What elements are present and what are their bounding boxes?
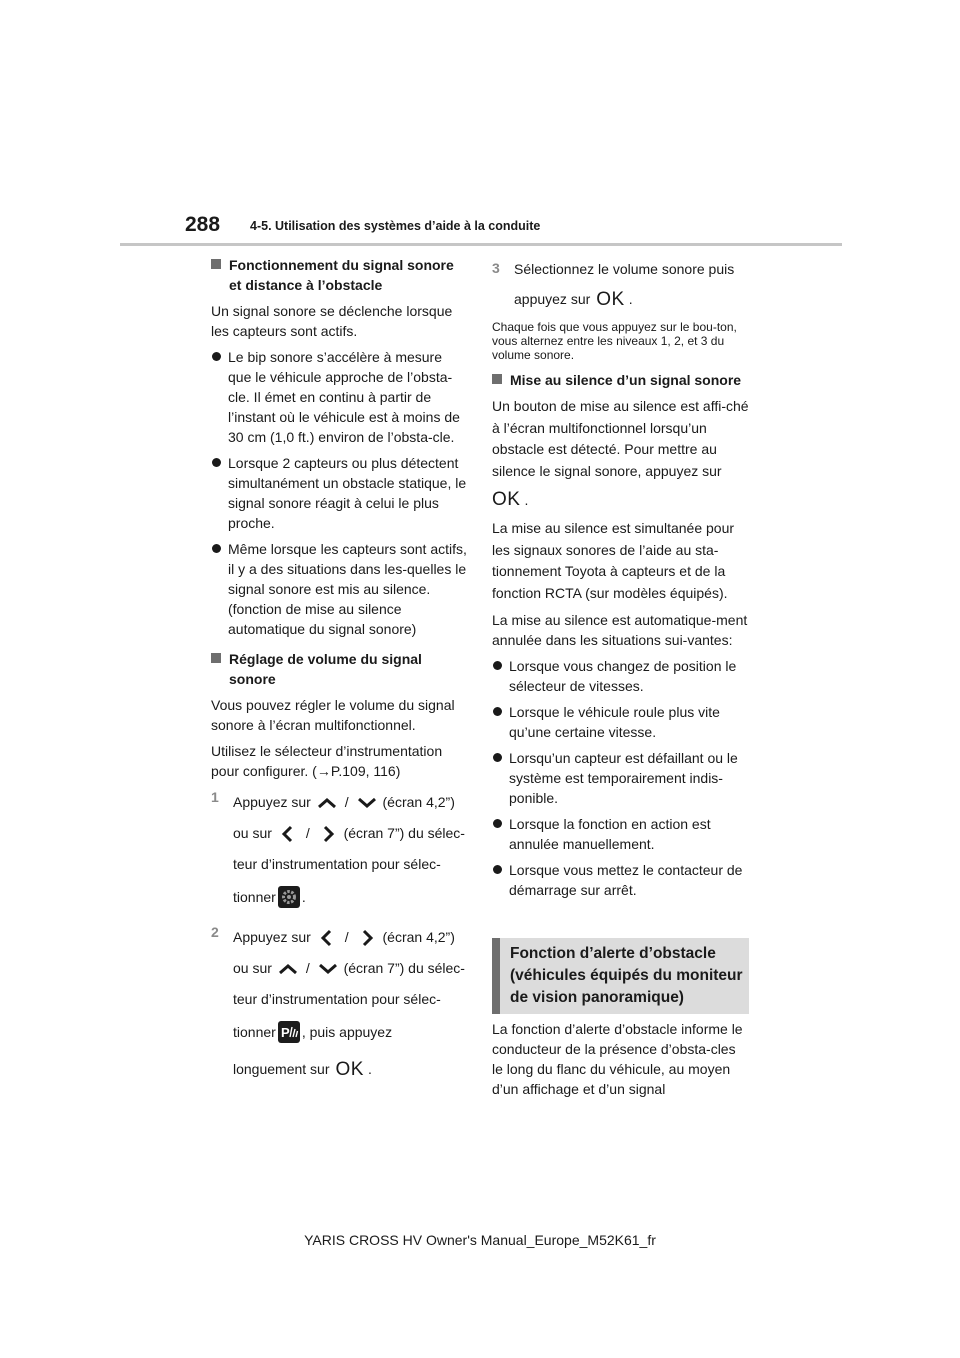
bullet-icon: [493, 753, 502, 762]
section-title: 4-5. Utilisation des systèmes d’aide à la conduite: [250, 219, 541, 233]
list-item: Lorsque vous changez de position le sélecteur de vitesses.: [492, 656, 752, 696]
step-number: 3: [492, 260, 500, 276]
heading-mute: [492, 370, 752, 390]
bullet-icon: [493, 865, 502, 874]
chevron-left-icon: [276, 825, 300, 843]
heading-volume: [211, 649, 467, 689]
list-item: Lorsque vous mettez le contacteur de démarrage sur arrêt.: [492, 860, 752, 900]
bullet-icon: [212, 352, 221, 361]
chevron-right-icon: [316, 825, 340, 843]
bullet-icon: [493, 707, 502, 716]
page-number: 288: [185, 213, 221, 236]
heading-beep-distance: [211, 255, 467, 295]
paragraph: Un signal sonore se déclenche lorsque les capteurs sont actifs.: [211, 303, 453, 339]
header-rule: [120, 243, 842, 246]
svg-text:P: P: [280, 1025, 290, 1040]
list-item: Lorsque le véhicule roule plus vite qu’une certaine vitesse.: [492, 702, 752, 742]
paragraph: Utilisez le sélecteur d’instrumentation pour configurer. (→P.109, 116): [211, 743, 443, 779]
list-item: Lorsque 2 capteurs ou plus détectent simultanément un obstacle statique, le signal sonore réagit à celui le plus proche.: [211, 453, 467, 533]
bullet-icon: [493, 661, 502, 670]
parking-sensor-icon: [278, 1021, 300, 1043]
chevron-up-icon: [276, 960, 300, 978]
gear-icon: [278, 886, 300, 908]
right-column: 3 Sélectionnez le volume sonore puis appuyez sur OK . Chaque fois que vous appuyez sur le bou-ton, vous alternez entre les niveaux 1, 2, et 3 du volume sonore. Mise au silence d’un signal sonore Un bouton de mise au silence est affi-ché à l’écran multifonctionnel lorsqu’un obstacle est détecté. Pour mettre au silence le signal sonore, appuyez sur OK . La mise au silence est simultanée pour les signaux sonores de l’aide au sta-tionnement Toyota à capteurs et de la fonction RCTA (sur modèles équipés). La mise au silence est automatique-ment annulée dans les situations sui-vantes: Lorsque vous changez de position le sélecteur de vitesses. Lorsque le véhicule roule plus vite qu’une certaine vitesse. Lorsqu’un capteur est défaillant ou le système est temporairement indis-ponible. Lorsque la fonction en action est annulée manuellement. Lorsque vous mettez le contacteur de démarrage sur arrêt.: [492, 258, 752, 906]
ok-button-icon: OK: [492, 489, 521, 510]
footer: YARIS CROSS HV Owner's Manual_Europe_M52K61_fr: [304, 1232, 656, 1248]
paragraph: La fonction d’alerte d’obstacle informe le conducteur de la présence d’obsta-cles le long du flanc du véhicule, au moyen d’un affichage et d’un signal: [492, 1021, 743, 1097]
list-item: Même lorsque les capteurs sont actifs, il y a des situations dans les-quelles le signal sonore est mis au silence. (fonction de mise au silence automatique du signal sonore): [211, 539, 467, 639]
square-bullet-icon: [492, 374, 502, 384]
bullet-icon: [493, 819, 502, 828]
paragraph: La mise au silence est automatique-ment annulée dans les situations sui-vantes:: [492, 612, 748, 648]
bullet-icon: [212, 458, 221, 467]
step-number: 2: [211, 924, 219, 940]
list-item: Lorsqu’un capteur est défaillant ou le système est temporairement indis-ponible.: [492, 748, 752, 808]
bullet-list: [492, 656, 752, 900]
chevron-down-icon: [355, 794, 379, 812]
bullet-list: [211, 347, 467, 639]
step-number: 1: [211, 789, 219, 805]
step-1: 1 Appuyez sur / (écran 4,2”) ou sur / (écran 7”) du sélec- teur d’instrumentation pour sélec- tionner .: [211, 787, 467, 914]
step-3: 3 Sélectionnez le volume sonore puis appuyez sur OK .: [492, 260, 735, 310]
chevron-left-icon: [315, 929, 339, 947]
chevron-down-icon: [316, 960, 340, 978]
step-2: 2 Appuyez sur / (écran 4,2”) ou sur / (écran 7”) du sélec- teur d’instrumentation pour sélec- tionner P , puis appuyez longuement sur OK .: [211, 924, 465, 1080]
left-column: [211, 255, 467, 1089]
square-bullet-icon: [211, 653, 221, 663]
paragraph: La mise au silence est simultanée pour les signaux sonores de l’aide au sta-tionnement Toyota à capteurs et de la fonction RCTA (sur modèles équipés).: [492, 520, 735, 601]
bullet-icon: [212, 544, 221, 553]
paragraph: Vous pouvez régler le volume du signal sonore à l’écran multifonctionnel.: [211, 697, 455, 733]
square-bullet-icon: [211, 259, 221, 269]
chevron-right-icon: [355, 929, 379, 947]
paragraph: Un bouton de mise au silence est affi-ché à l’écran multifonctionnel lorsqu’un obstacle est détecté. Pour mettre au silence le signal sonore, appuyez sur: [492, 398, 749, 479]
list-item: Lorsque la fonction en action est annulée manuellement.: [492, 814, 752, 854]
heading-text: Fonctionnement du signal sonore et distance à l’obstacle: [229, 257, 454, 293]
heading-text: Mise au silence d’un signal sonore: [510, 372, 742, 388]
section-callout: Fonction d’alerte d’obstacle (véhicules équipés du moniteur de vision panoramique): [492, 938, 749, 1014]
ok-button-icon: OK: [335, 1058, 364, 1080]
chevron-up-icon: [315, 794, 339, 812]
list-item: Le bip sonore s’accélère à mesure que le véhicule approche de l’obsta-cle. Il émet en continu à partir de l’instant où le véhicule est à moins de 30 cm (1,0 ft.) environ de l’obsta-cle.: [211, 347, 467, 447]
ok-button-icon: OK: [596, 288, 625, 310]
note: Chaque fois que vous appuyez sur le bou-ton, vous alternez entre les niveaux 1, 2, et 3 du volume sonore.: [492, 320, 737, 362]
heading-text: Réglage de volume du signal sonore: [229, 651, 422, 687]
